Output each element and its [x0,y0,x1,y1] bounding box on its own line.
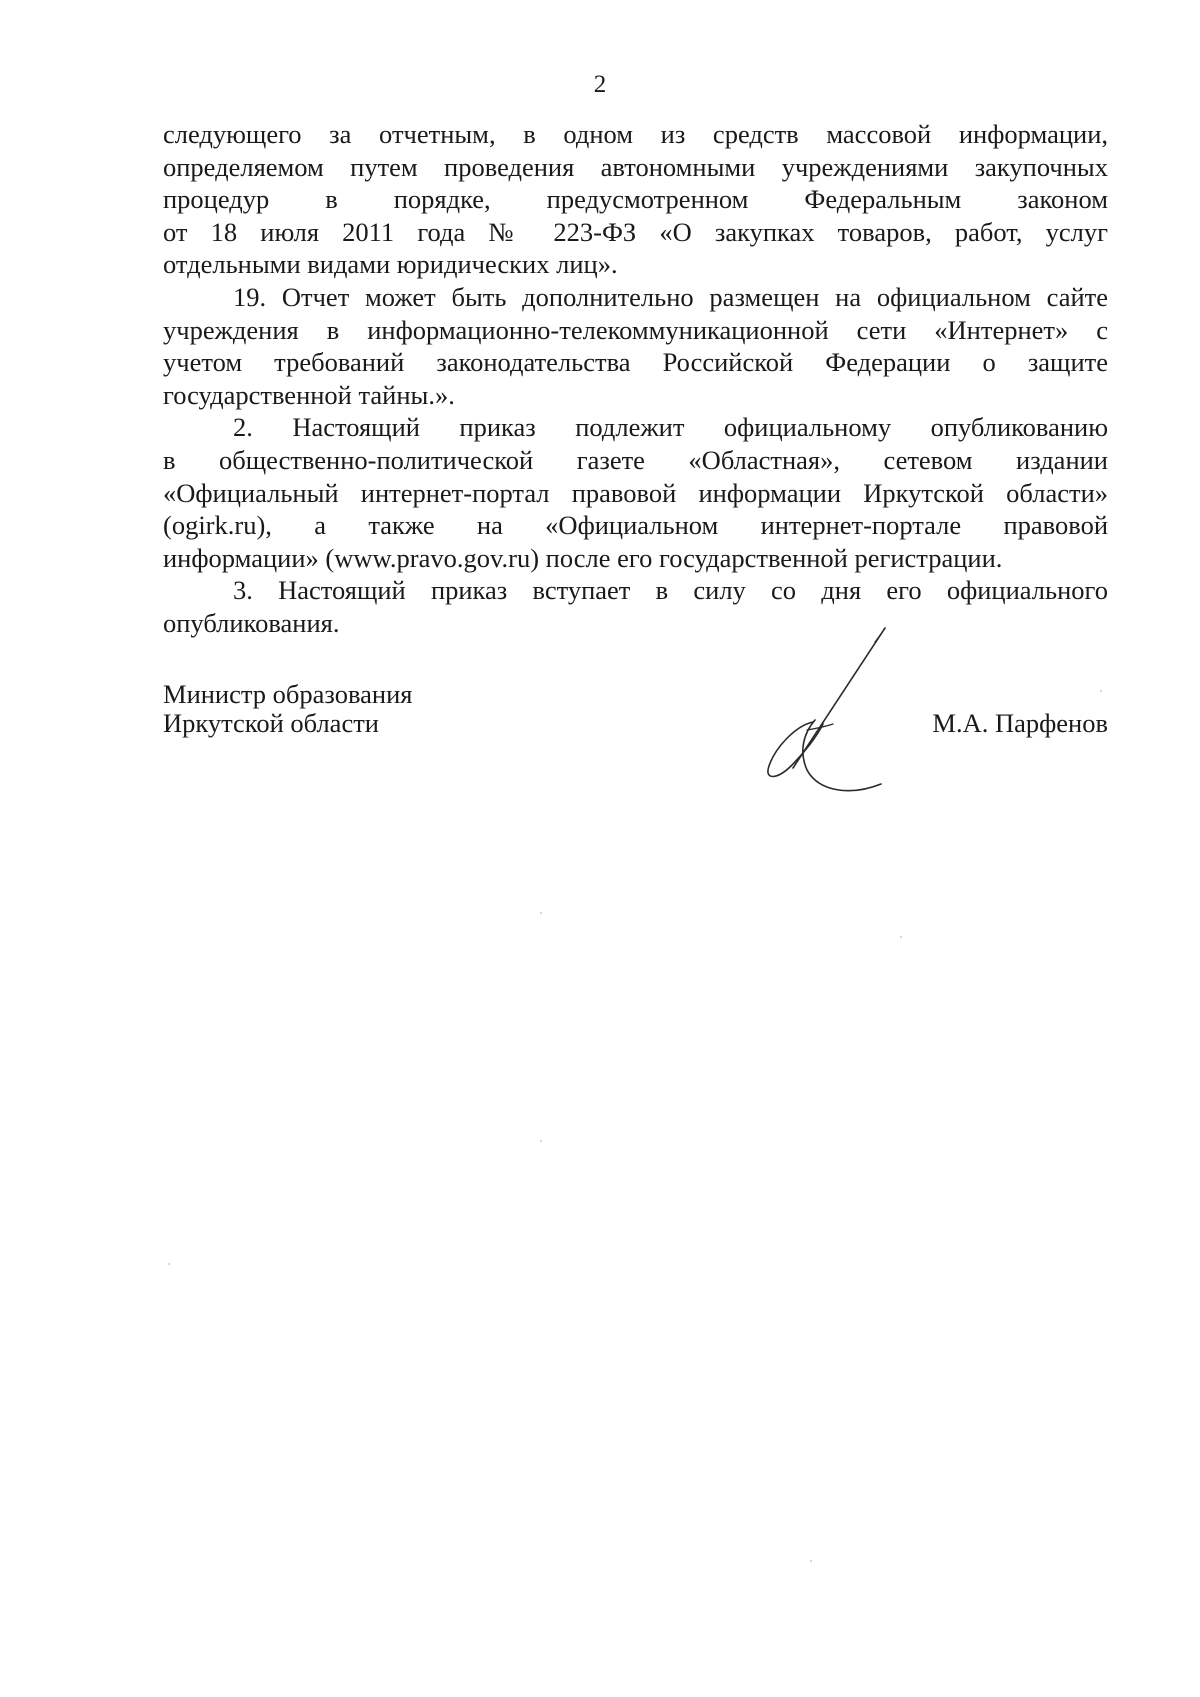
paragraph-continuation [163,118,1108,281]
scan-speck [540,1140,542,1142]
text-line: 3. Настоящий приказ вступает в силу со дня его официального [233,575,1108,606]
text-line: 2. Настоящий приказ подлежит официальному опубликованию [233,412,1108,443]
document-body [163,118,1108,640]
handwritten-signature [733,620,923,800]
signatory-title [163,680,412,738]
text-line: отдельными видами юридических лиц». [163,249,618,280]
signatory-title-line: Министр образования [163,679,413,709]
paragraph-item-19 [163,281,1108,411]
text-line: (ogirk.ru), а также на «Официальном интернет-портале правовой [163,510,1108,541]
text-line: 19. Отчет может быть дополнительно размещен на официальном сайте [233,281,1108,312]
signatory-title-line: Иркутской области [163,708,379,738]
scan-speck [540,912,542,914]
text-line: учреждения в информационно-телекоммуникационной сети «Интернет» с [163,314,1108,345]
paragraph-item-3 [163,574,1108,639]
signature-block [163,680,1108,800]
scan-speck [810,1560,812,1562]
text-line: от 18 июля 2011 года № 223-ФЗ «О закупках товаров, работ, услуг [163,216,1108,247]
text-line: опубликования. [163,607,340,638]
text-line: учетом требований законодательства Российской Федерации о защите [163,347,1108,378]
text-line: в общественно-политической газете «Областная», сетевом издании [163,444,1108,475]
scan-speck [1100,690,1102,692]
scan-speck [900,936,902,938]
page-number: 2 [593,71,607,98]
paragraph-item-2 [163,411,1108,574]
text-line: следующего за отчетным, в одном из средств массовой информации, [163,119,1108,149]
text-line: информации» (www.pravo.gov.ru) после его государственной регистрации. [163,542,1003,573]
text-line: процедур в порядке, предусмотренном Федеральным законом [163,184,1108,215]
text-line: «Официальный интернет-портал правовой информации Иркутской области» [163,477,1108,508]
scan-speck [168,1263,170,1265]
text-line: определяемом путем проведения автономными учреждениями закупочных [163,151,1108,182]
signatory-name: М.А. Парфенов [932,708,1108,738]
text-line: государственной тайны.». [163,379,455,410]
